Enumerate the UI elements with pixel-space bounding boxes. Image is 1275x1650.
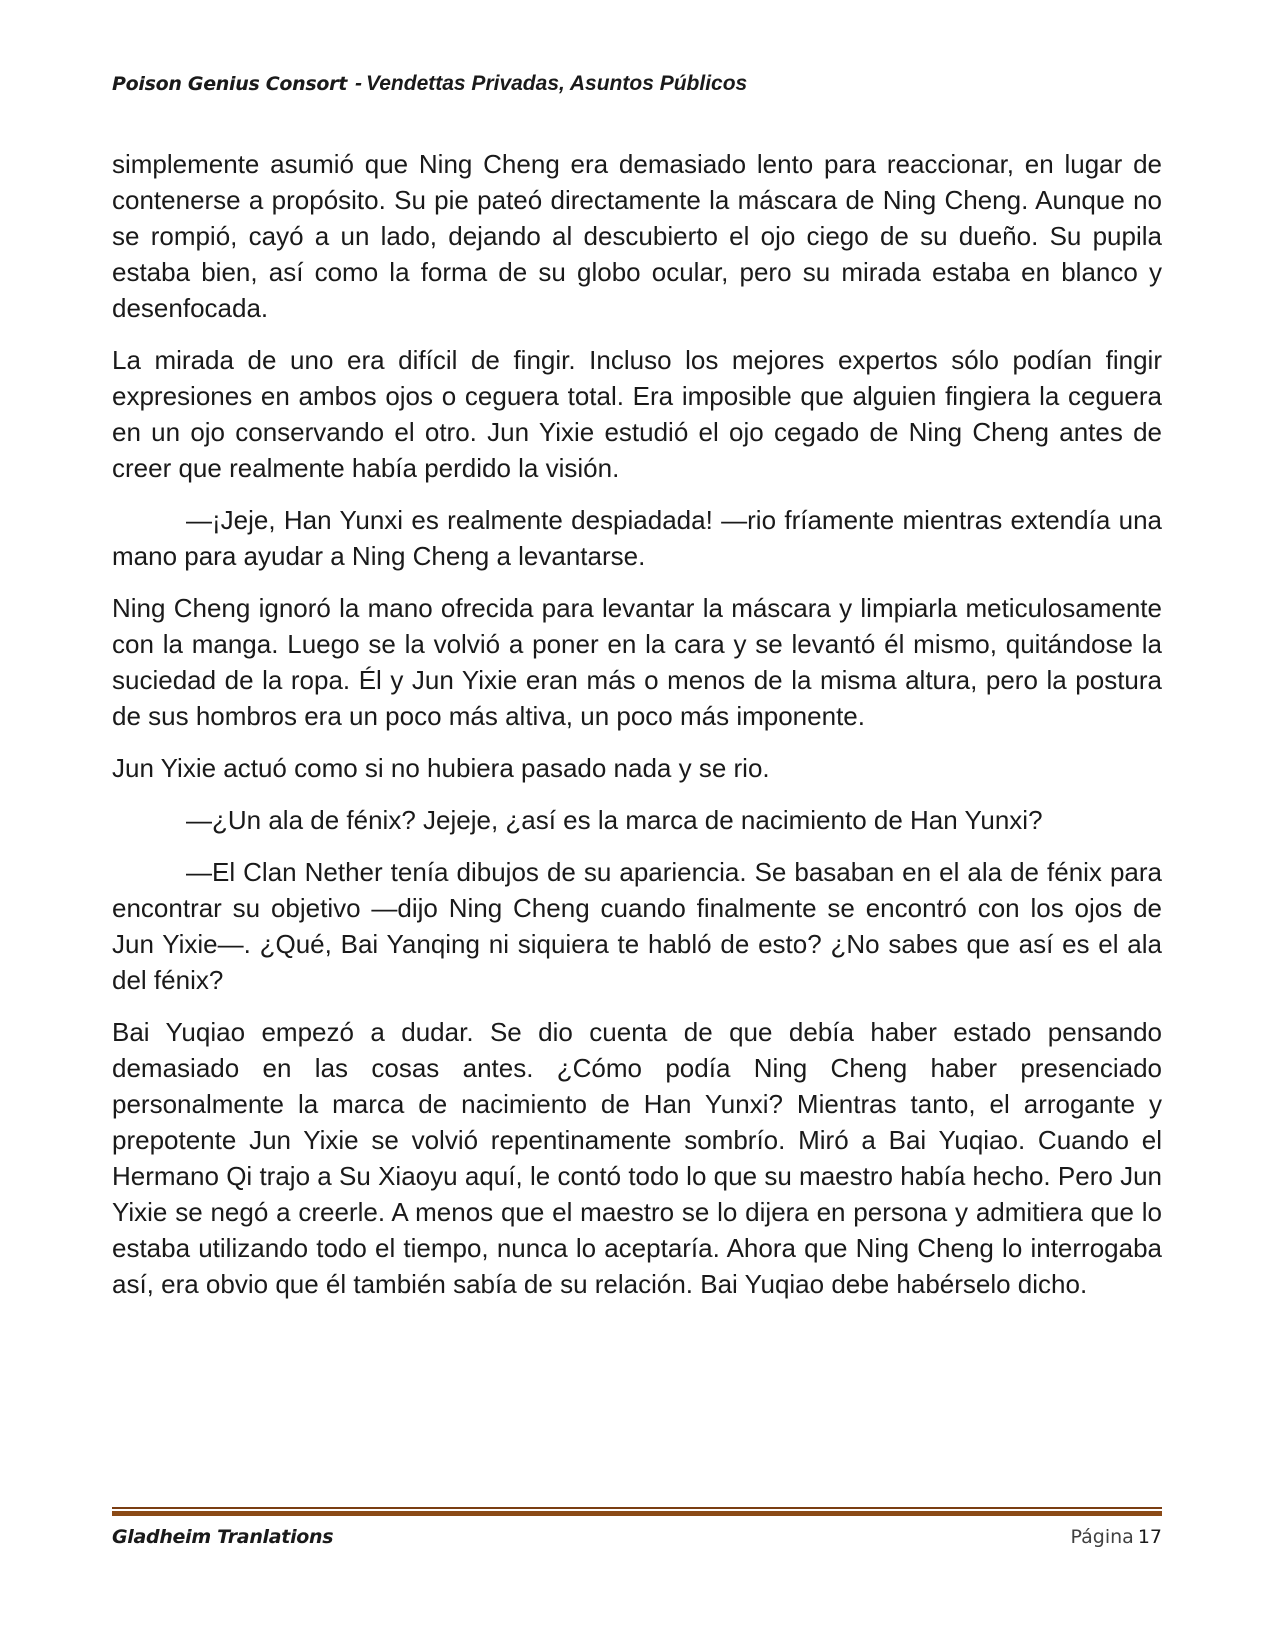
header-separator: -: [355, 72, 363, 95]
page-number: 17: [1137, 1526, 1162, 1548]
paragraph-5: Jun Yixie actuó como si no hubiera pasado nada y se rio.: [112, 753, 770, 783]
page-label: Página: [1070, 1526, 1134, 1548]
paragraph-1: simplemente asumió que Ning Cheng era demasiado lento para reaccionar, en lugar de contenerse a propósito. Su pie pateó directamente la máscara de Ning Cheng. Aunque no se rompió, cayó a un lado, dejando al descubierto el ojo ciego de su dueño. Su pupila estaba bien, así como la forma de su globo ocular, pero su mirada estaba en blanco y desenfocada.: [112, 149, 1162, 323]
paragraph-7: —El Clan Nether tenía dibujos de su apariencia. Se basaban en el ala de fénix para encontrar su objetivo —dijo Ning Cheng cuando finalmente se encontró con los ojos de Jun Yixie—. ¿Qué, Bai Yanqing ni siquiera te habló de esto? ¿No sabes que así es el ala del fénix?: [112, 857, 1162, 995]
paragraph-2: La mirada de uno era difícil de fingir. Incluso los mejores expertos sólo podían fingir expresiones en ambos ojos o ceguera total. Era imposible que alguien fingiera la ceguera en un ojo conservando el otro. Jun Yixie estudió el ojo cegado de Ning Cheng antes de creer que realmente había perdido la visión.: [112, 345, 1162, 483]
paragraph-3: —¡Jeje, Han Yunxi es realmente despiadada! —rio fríamente mientras extendía una mano para ayudar a Ning Cheng a levantarse.: [112, 505, 1162, 571]
page-footer: [112, 1521, 1162, 1553]
paragraph-6: —¿Un ala de fénix? Jejeje, ¿así es la marca de nacimiento de Han Yunxi?: [186, 805, 1043, 835]
footer-divider: [112, 1507, 1162, 1516]
paragraph-8: Bai Yuqiao empezó a dudar. Se dio cuenta de que debía haber estado pensando demasiado en las cosas antes. ¿Cómo podía Ning Cheng haber presenciado personalmente la marca de nacimiento de Han Yunxi? Mientras tanto, el arrogante y prepotente Jun Yixie se volvió repentinamente sombrío. Miró a Bai Yuqiao. Cuando el Hermano Qi trajo a Su Xiaoyu aquí, le contó todo lo que su maestro había hecho. Pero Jun Yixie se negó a creerle. A menos que el maestro se lo dijera en persona y admitiera que lo estaba utilizando todo el tiempo, nunca lo aceptaría. Ahora que Ning Cheng lo interrogaba así, era obvio que él también sabía de su relación. Bai Yuqiao debe habérselo dicho.: [112, 1017, 1162, 1299]
page-number-label: [1071, 1526, 1162, 1548]
document-body: [112, 146, 1162, 1318]
footer-credit: Gladheim Tranlations: [112, 1526, 334, 1548]
header-series-title: Poison Genius Consort: [112, 73, 348, 95]
page-header: [112, 72, 1162, 104]
header-chapter-title: Vendettas Privadas, Asuntos Públicos: [366, 72, 748, 95]
paragraph-4: Ning Cheng ignoró la mano ofrecida para levantar la máscara y limpiarla meticulosamente con la manga. Luego se la volvió a poner en la cara y se levantó él mismo, quitándose la suciedad de la ropa. Él y Jun Yixie eran más o menos de la misma altura, pero la postura de sus hombros era un poco más altiva, un poco más imponente.: [112, 593, 1162, 731]
